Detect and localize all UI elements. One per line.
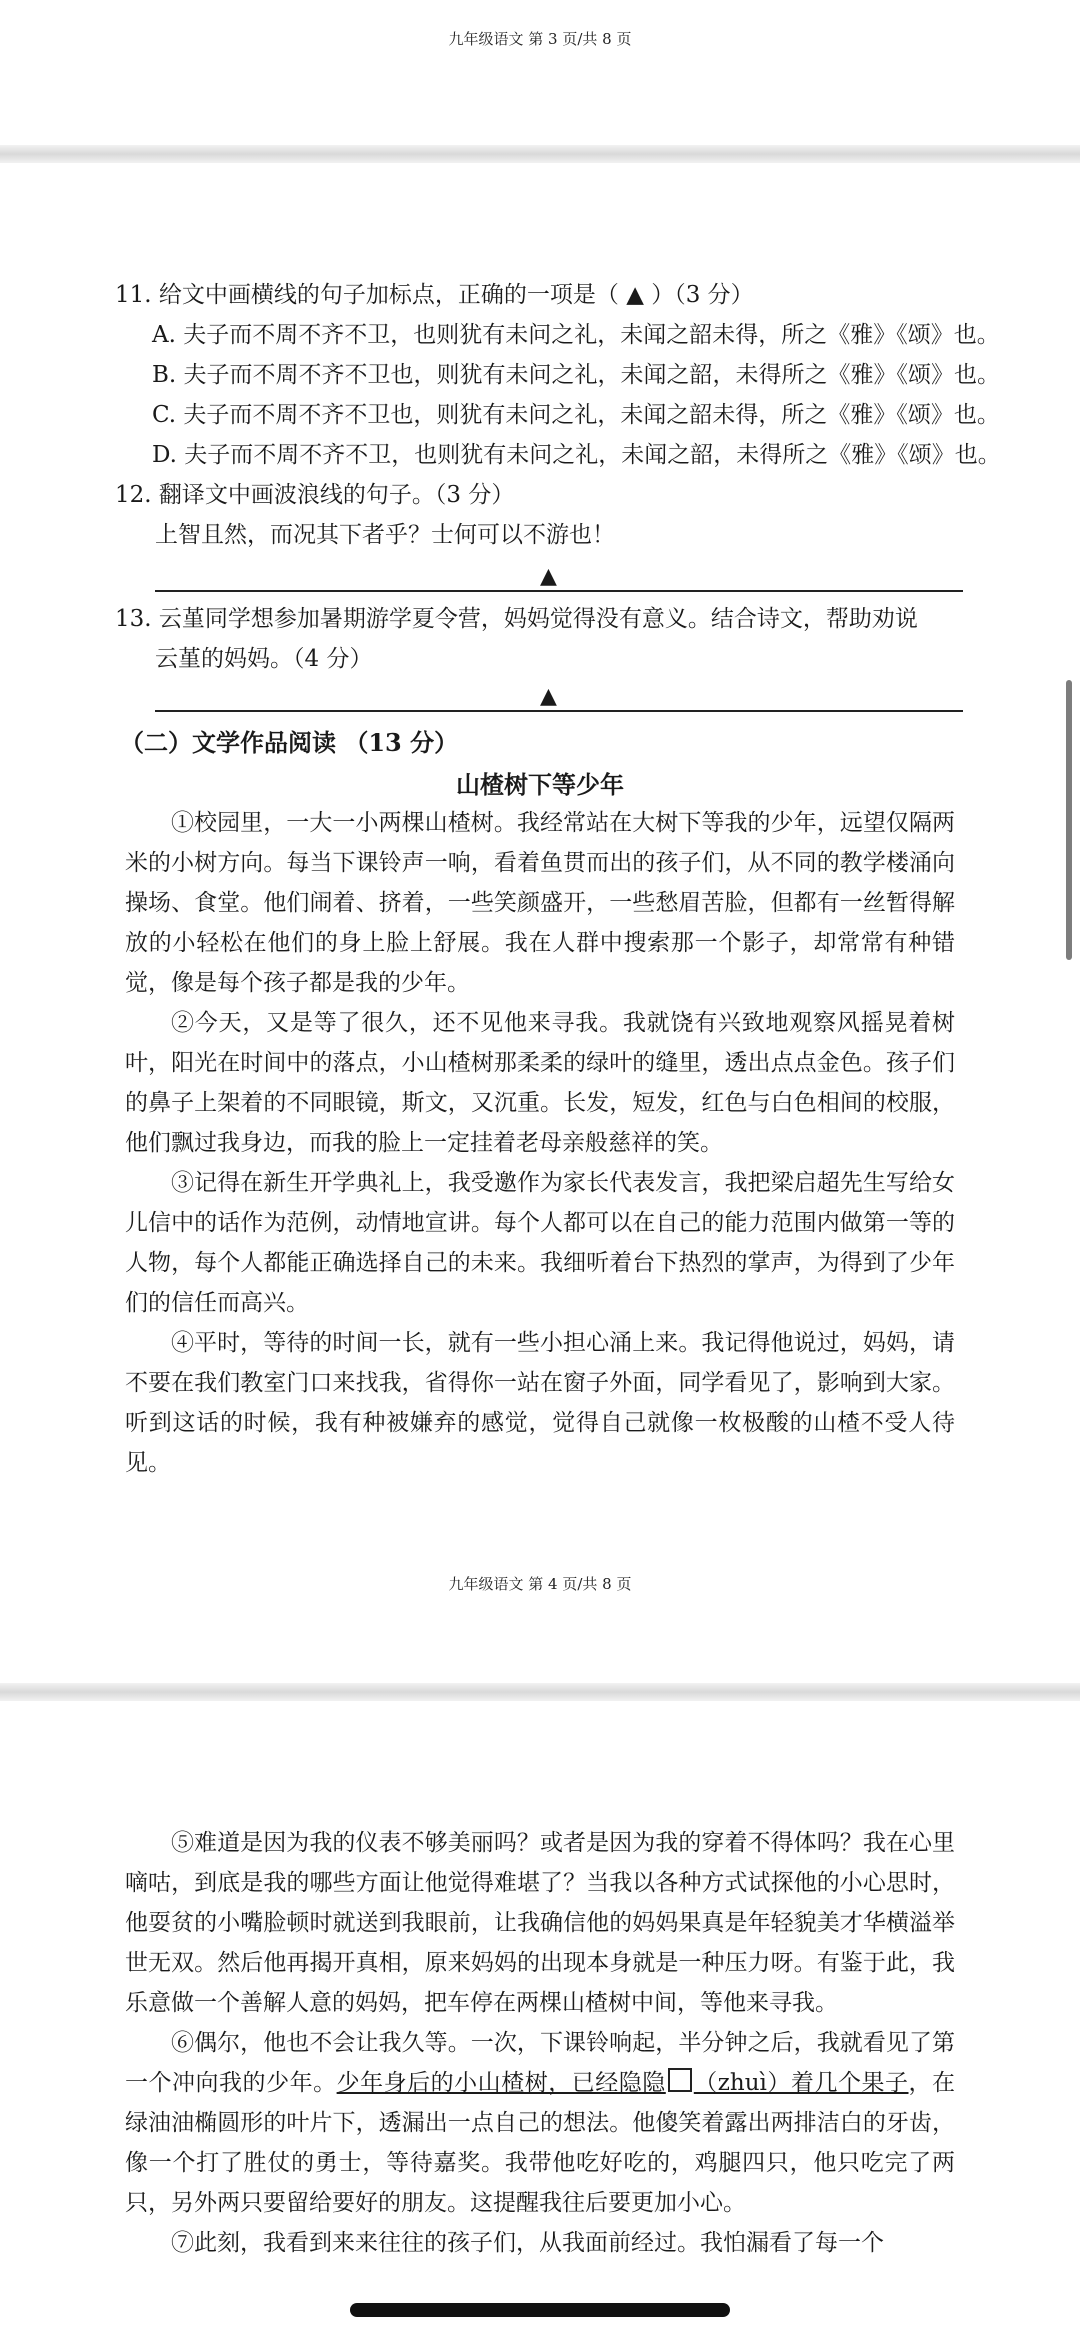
q11-option-c: C. 夫子而不周不齐不卫也，则犹有未问之礼，未闻之韶未得，所之《雅》《颂》也。 xyxy=(152,402,1000,428)
q13-answer-mark: ▲ xyxy=(540,684,557,709)
page-4 xyxy=(0,163,1080,1683)
q13-line1: 13. 云堇同学想参加暑期游学夏令营，妈妈觉得没有意义。结合诗文，帮助劝说 xyxy=(115,606,918,632)
paragraph-2: ②今天，又是等了很久，还不见他来寻我。我就饶有兴致地观察风摇晃着树叶，阳光在时间中的落点，小山楂树那柔柔的绿叶的缝里，透出点点金色。孩子们的鼻子上架着的不同眼镜，斯文，又沉重。长发，短发，红色与白色相间的校服，他们飘过我身边，而我的脸上一定挂着老母亲般慈祥的笑。 xyxy=(125,1010,955,1156)
paragraph-6-underlined-b: （zhuì）着几个果子 xyxy=(693,2070,909,2096)
q11-stem: 11. 给文中画横线的句子加标点，正确的一项是（ ▲ ）（3 分） xyxy=(115,282,754,308)
page-footer: 九年级语文 第 3 页/共 8 页 xyxy=(448,30,632,48)
q11-option-a: A. 夫子而不周不齐不卫，也则犹有未问之礼，未闻之韶未得，所之《雅》《颂》也。 xyxy=(152,322,1000,348)
paragraph-7: ⑦此刻，我看到来来往往的孩子们，从我面前经过。我怕漏看了每一个 xyxy=(171,2230,884,2256)
q13-line2: 云堇的妈妈。（4 分） xyxy=(155,646,373,672)
q12-sentence: 上智且然，而况其下者乎？士何可以不游也！ xyxy=(155,522,615,548)
paragraph-6-after: ，在绿油油椭圆形的叶片下，透漏出一点自己的想法。他傻笑着露出两排洁白的牙齿，像一个打了胜仗的勇士，等待嘉奖。我带他吃好吃的，鸡腿四只，他只吃完了两只，另外两只要留给要好的朋友。这提醒我往后要更加小心。 xyxy=(125,2070,956,2216)
q11-option-d: D. 夫子而不周不齐不卫，也则犹有未问之礼，未闻之韶，未得所之《雅》《颂》也。 xyxy=(152,442,1001,468)
page-gap xyxy=(0,145,1080,163)
paragraph-5: ⑤难道是因为我的仪表不够美丽吗？或者是因为我的穿着不得体吗？我在心里嘀咕，到底是我的哪些方面让他觉得难堪了？当我以各种方式试探他的小心思时，他耍贫的小嘴脸顿时就送到我眼前，让我确信他的妈妈果真是年轻貌美才华横溢举世无双。然后他再揭开真相，原来妈妈的出现本身就是一种压力呀。有鉴于此，我乐意做一个善解人意的妈妈，把车停在两棵山楂树中间，等他来寻我。 xyxy=(125,1830,955,2016)
scrollbar[interactable] xyxy=(1066,680,1072,960)
paragraph-3: ③记得在新生开学典礼上，我受邀作为家长代表发言，我把梁启超先生写给女儿信中的话作为范例，动情地宣讲。每个人都可以在自己的能力范围内做第一等的人物，每个人都能正确选择自己的未来。我细听着台下热烈的掌声，为得到了少年们的信任而高兴。 xyxy=(125,1170,955,1316)
story-paragraphs xyxy=(125,803,955,1483)
story-paragraphs-continued xyxy=(125,1823,955,2263)
q12-answer-line[interactable] xyxy=(155,590,963,592)
paragraph-6-before: ⑥偶尔，他也不会让我久等。一次，下课铃响起，半分钟之后，我就看见了第一个冲向我的少年。 xyxy=(125,2030,955,2096)
story-title: 山楂树下等少年 xyxy=(456,770,624,799)
q12-answer-mark: ▲ xyxy=(540,564,557,589)
paragraph-4: ④平时，等待的时间一长，就有一些小担心涌上来。我记得他说过，妈妈，请不要在我们教室门口来找我，省得你一站在窗子外面，同学看见了，影响到大家。听到这话的时候，我有种被嫌弃的感觉，觉得自己就像一枚极酸的山楂不受人待见。 xyxy=(125,1330,955,1476)
paragraph-6-underlined-a: 少年身后的小山楂树，已经隐隐 xyxy=(336,2070,666,2096)
section-heading: （二）文学作品阅读 （13 分） xyxy=(120,728,459,757)
page-footer: 九年级语文 第 4 页/共 8 页 xyxy=(448,1575,632,1593)
q11-option-b: B. 夫子而不周不齐不卫也，则犹有未问之礼，未闻之韶，未得所之《雅》《颂》也。 xyxy=(152,362,1001,388)
home-indicator[interactable] xyxy=(350,2303,730,2317)
q13-answer-line[interactable] xyxy=(155,710,963,712)
q12-stem: 12. 翻译文中画波浪线的句子。（3 分） xyxy=(115,482,515,508)
page-gap xyxy=(0,1683,1080,1701)
page-3 xyxy=(0,0,1080,145)
paragraph-6 xyxy=(125,2023,955,2223)
page-5 xyxy=(0,1701,1080,2337)
blank-box[interactable] xyxy=(668,2068,692,2092)
paragraph-1: ①校园里，一大一小两棵山楂树。我经常站在大树下等我的少年，远望仅隔两米的小树方向。每当下课铃声一响，看着鱼贯而出的孩子们，从不同的教学楼涌向操场、食堂。他们闹着、挤着，一些笑颜盛开，一些愁眉苦脸，但都有一丝暂得解放的小轻松在他们的身上脸上舒展。我在人群中搜索那一个影子，却常常有种错觉，像是每个孩子都是我的少年。 xyxy=(125,810,955,996)
